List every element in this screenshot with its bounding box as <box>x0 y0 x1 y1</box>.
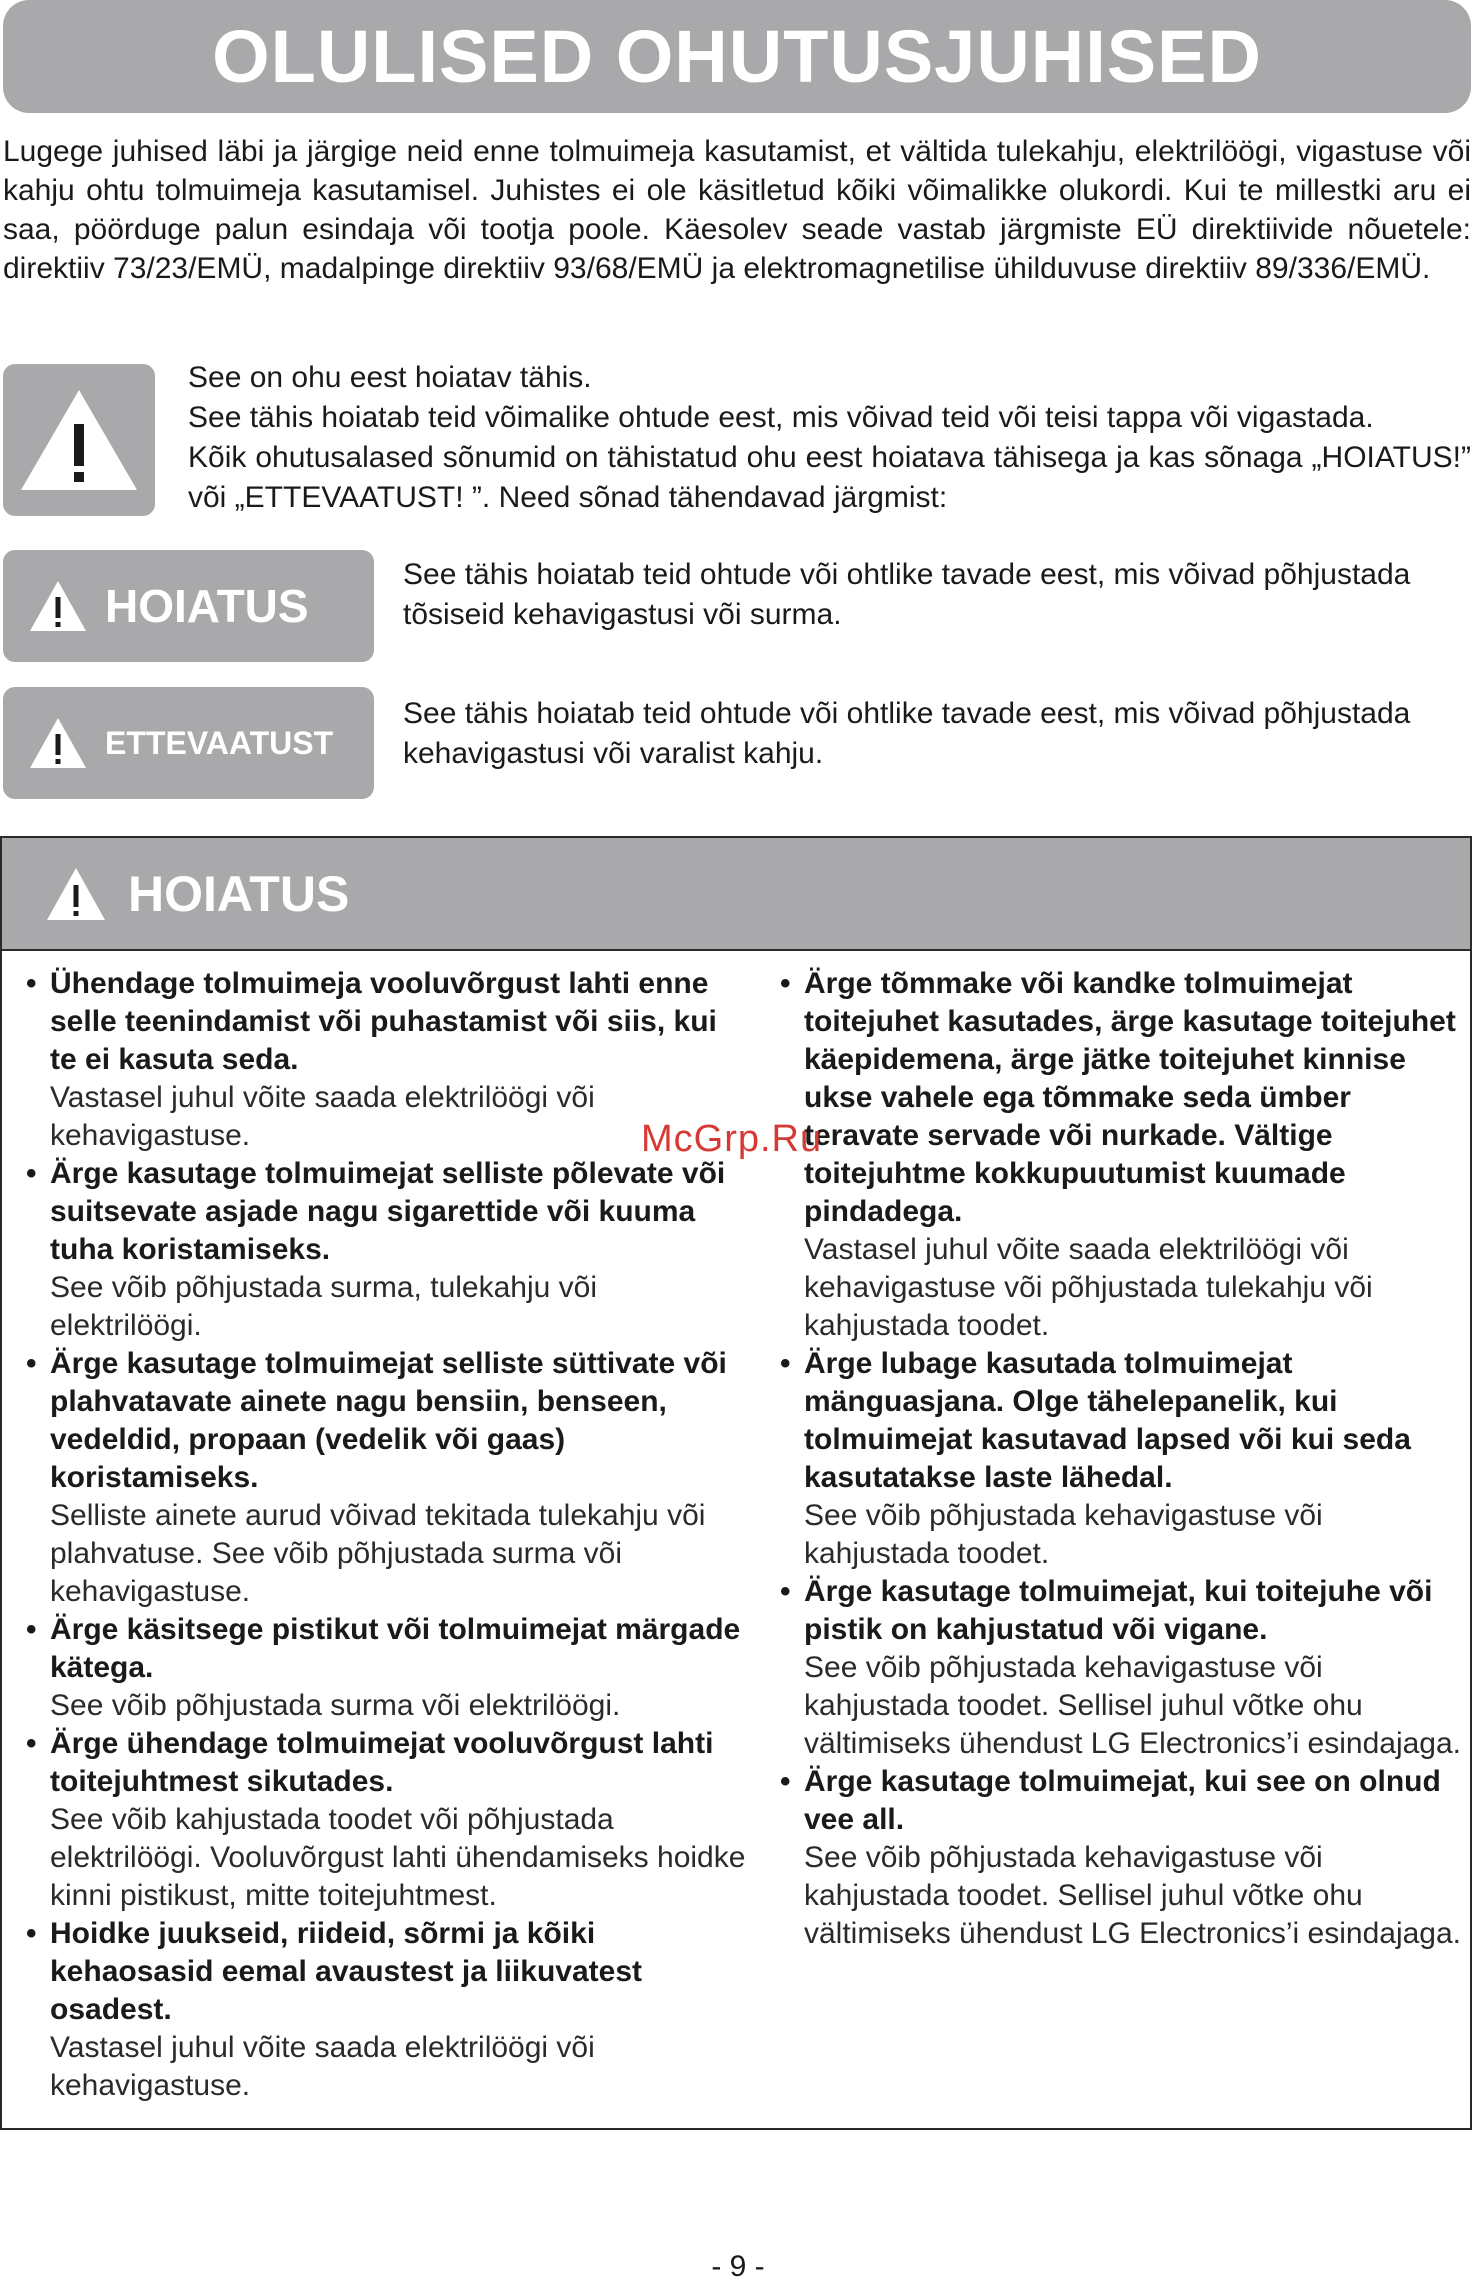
item-body: Vastasel juhul võite saada elektrilöögi või kehavigastuse või põhjustada tulekahju või kahjustada toodet. <box>804 1233 1373 1342</box>
list-item <box>26 1915 746 2105</box>
hoiatus-description: See tähis hoiatab teid ohtude või ohtlike tavade eest, mis võivad põhjustada tõsiseid kehavigastusi või surma. <box>403 558 1411 631</box>
item-heading: • Ärge käsitsege pistikut või tolmuimejat märgade kätega. <box>50 1613 741 1684</box>
list-item <box>26 965 746 1155</box>
warning-triangle-icon <box>19 388 139 492</box>
warning-list-left <box>26 965 746 2105</box>
intro-paragraph: Lugege juhised läbi ja järgige neid enne tolmuimeja kasutamist, et vältida tulekahju, elektrilöögi, vigastuse või kahju ohtu tolmuimeja kasutamisel. Juhistes ei ole käsitletud kõiki võimalikke olukordi. Kui te millestki aru ei saa, pöörduge palun esindaja või tootja poole. Käesolev seade vastab järgmiste EÜ direktiivide nõuetele: direktiiv 73/23/EMÜ, madalpinge direktiiv 93/68/EMÜ ja elektromagnetilise ühilduvuse direktiiv 89/336/EMÜ. <box>3 135 1471 285</box>
item-heading: • Ärge kasutage tolmuimejat, kui toitejuhe või pistik on kahjustatud või vigane. <box>804 1575 1433 1646</box>
hoiatus-label-box <box>3 550 374 662</box>
watermark: McGrp.Ru <box>641 1118 823 1160</box>
symbol-explanation <box>188 358 1471 518</box>
page-number: - 9 - <box>711 2250 765 2283</box>
item-body: See võib põhjustada kehavigastuse või kahjustada toodet. Sellisel juhul võtke ohu vältimiseks ühendust LG Electronics’i esindajaga. <box>804 1841 1461 1950</box>
list-item <box>780 1573 1470 1763</box>
list-item <box>26 1611 746 1725</box>
hazard-symbol-box <box>3 364 155 516</box>
warning-triangle-icon <box>29 580 87 632</box>
page-title: OLULISED OHUTUSJUHISED <box>212 15 1262 98</box>
warning-panel <box>0 836 1472 2130</box>
item-heading: • Ühendage tolmuimeja vooluvõrgust lahti enne selle teenindamist või puhastamist või siis, kui te ei kasuta seda. <box>50 967 717 1076</box>
item-body: Vastasel juhul võite saada elektrilöögi või kehavigastuse. <box>50 1081 595 1152</box>
item-body: See võib põhjustada kehavigastuse või kahjustada toodet. <box>804 1499 1323 1570</box>
item-body: See võib põhjustada kehavigastuse või kahjustada toodet. Sellisel juhul võtke ohu vältimiseks ühendust LG Electronics’i esindajaga. <box>804 1651 1461 1760</box>
symbol-line-3: Kõik ohutusalased sõnumid on tähistatud ohu eest hoiatava tähisega ja kas sõnaga „HOIATUS!” või „ETTEVAATUST! ”. Need sõnad tähendavad järgmist: <box>188 441 1471 514</box>
warning-triangle-icon <box>29 717 87 769</box>
item-heading: • Ärge tõmmake või kandke tolmuimejat toitejuhet kasutades, ärge kasutage toitejuhet käepidemena, ärge jätke toitejuhet kinnise ukse vahele ega tõmmake seda ümber teravate servade või nurkade. Vältige toitejuhtme kokkupuutumist kuumade pindadega. <box>804 967 1456 1228</box>
item-body: See võib põhjustada surma, tulekahju või elektrilöögi. <box>50 1271 598 1342</box>
ettevaatust-description: See tähis hoiatab teid ohtude või ohtlike tavade eest, mis võivad põhjustada kehavigastusi või varalist kahju. <box>403 697 1411 770</box>
item-heading: • Ärge kasutage tolmuimejat, kui see on olnud vee all. <box>804 1765 1441 1836</box>
hoiatus-label: HOIATUS <box>105 580 309 632</box>
list-item <box>26 1155 746 1345</box>
item-heading: • Ärge lubage kasutada tolmuimejat mänguasjana. Olge tähelepanelik, kui tolmuimejat kasutavad lapsed või kui seda kasutatakse laste lähedal. <box>804 1347 1411 1494</box>
list-item <box>780 1763 1470 1953</box>
list-item <box>26 1725 746 1915</box>
warning-list-right <box>780 965 1470 1953</box>
warning-panel-header <box>2 838 1470 951</box>
item-body: Selliste ainete aurud võivad tekitada tulekahju või plahvatuse. See võib põhjustada surma või kehavigastuse. <box>50 1499 706 1608</box>
list-item <box>780 1345 1470 1573</box>
item-heading: • Ärge kasutage tolmuimejat selliste põlevate või suitsevate asjade nagu sigarettide või kuuma tuha koristamiseks. <box>50 1157 726 1266</box>
item-body: See võib kahjustada toodet või põhjustada elektrilöögi. Vooluvõrgust lahti ühendamiseks hoidke kinni pistikust, mitte toitejuhtmest. <box>50 1803 746 1912</box>
item-heading: • Ärge kasutage tolmuimejat selliste süttivate või plahvatavate ainete nagu bensiin, benseen, vedeldid, propaan (vedelik või gaas) koristamiseks. <box>50 1347 727 1494</box>
warning-panel-heading: HOIATUS <box>128 865 350 922</box>
ettevaatust-label: ETTEVAATUST <box>105 724 334 761</box>
warning-triangle-icon <box>46 867 106 921</box>
ettevaatust-label-box <box>3 687 374 799</box>
list-item <box>780 965 1470 1345</box>
item-heading: • Hoidke juukseid, riideid, sõrmi ja kõiki kehaosasid eemal avaustest ja liikuvatest osadest. <box>50 1917 642 2026</box>
list-item <box>26 1345 746 1611</box>
item-body: Vastasel juhul võite saada elektrilöögi või kehavigastuse. <box>50 2031 595 2102</box>
symbol-line-2: See tähis hoiatab teid võimalike ohtude eest, mis võivad teid või teisi tappa või vigastada. <box>188 401 1374 434</box>
symbol-line-1: See on ohu eest hoiatav tähis. <box>188 361 592 394</box>
item-body: See võib põhjustada surma või elektrilöögi. <box>50 1689 621 1722</box>
title-banner <box>3 0 1471 113</box>
item-heading: • Ärge ühendage tolmuimejat vooluvõrgust lahti toitejuhtmest sikutades. <box>50 1727 714 1798</box>
